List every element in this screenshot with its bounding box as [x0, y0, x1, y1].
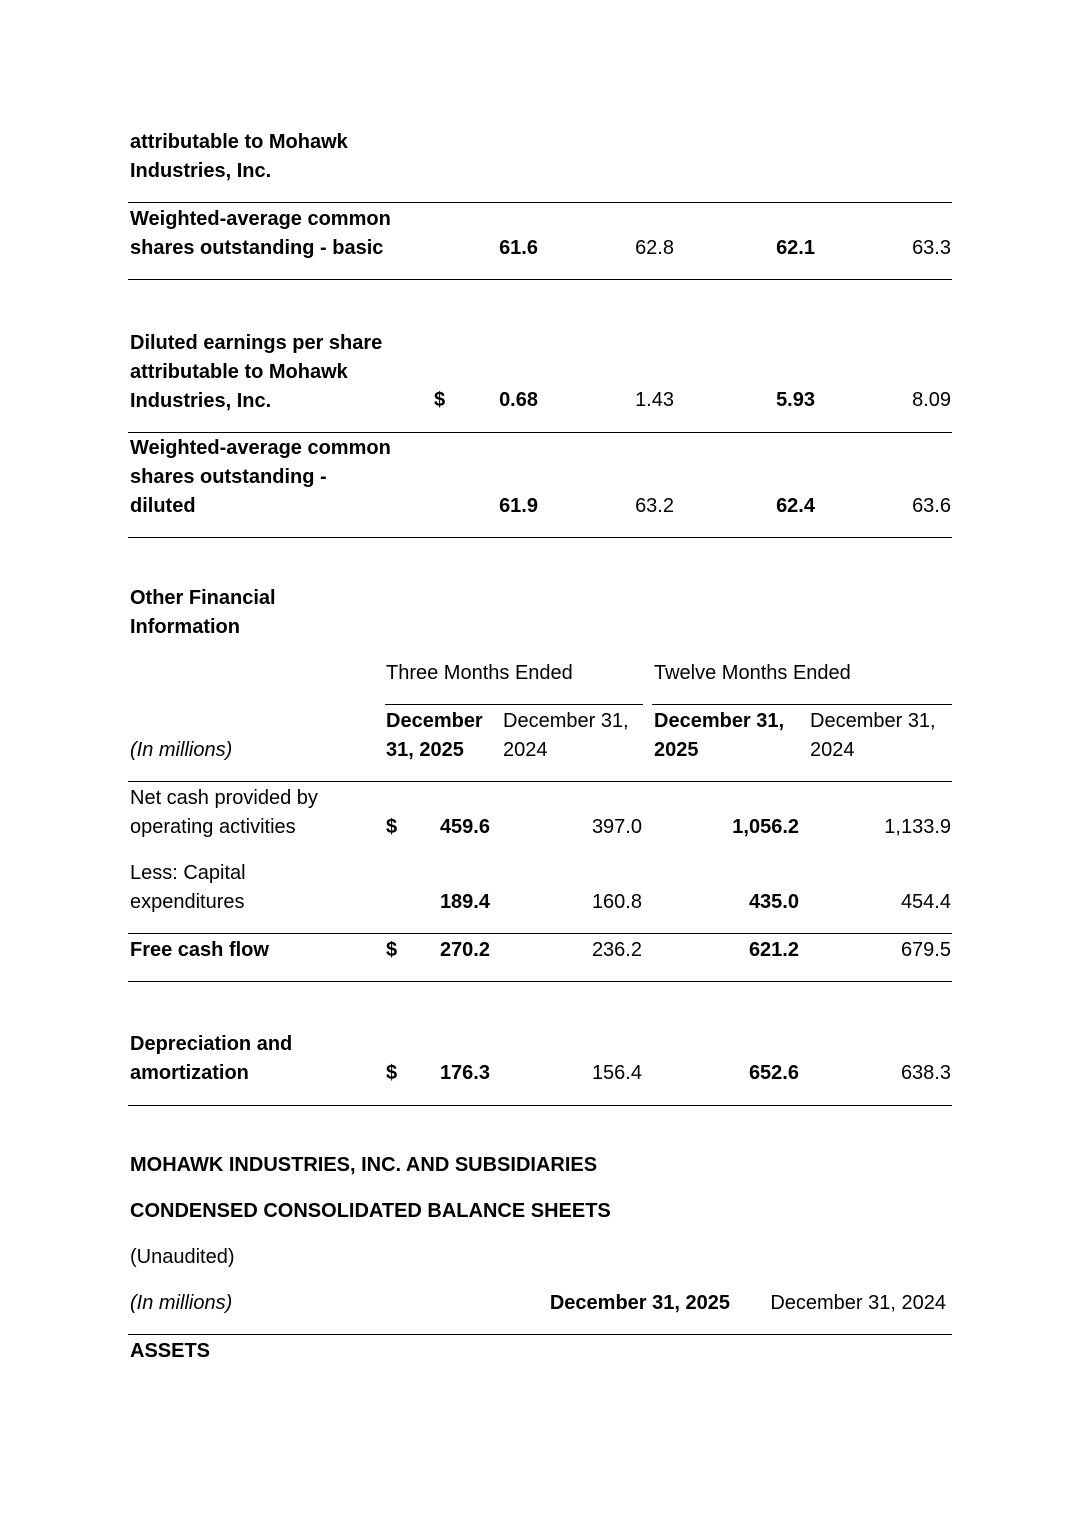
currency-symbol: $ [434, 389, 446, 411]
col-header-q4-2025: December 31, 2025 [386, 710, 483, 761]
divider [128, 781, 952, 782]
units-label: (In millions) [130, 1292, 233, 1314]
table-row-label: Depreciation and amortization [130, 1033, 293, 1084]
balance-sheet-title: CONDENSED CONSOLIDATED BALANCE SHEETS [130, 1200, 611, 1222]
diluted-shares-fy-2025: 62.4 [776, 495, 815, 517]
col-header-2024: December 31, 2024 [770, 1292, 946, 1314]
diluted-shares-q4-2025: 61.9 [499, 495, 538, 517]
depreciation-q4-2024: 156.4 [591, 1062, 642, 1084]
col-header-fy-2025: December 31, 2025 [654, 710, 785, 761]
divider [128, 279, 952, 280]
eps-top-label: attributable to Mohawk Industries, Inc. [130, 131, 348, 182]
diluted-shares-label: Weighted-average common shares outstanding - diluted [130, 437, 391, 517]
free-cash-flow-q4-2025: 270.2 [439, 939, 490, 961]
diluted-eps-label: Diluted earnings per share attributable to Mohawk Industries, Inc. [130, 332, 383, 412]
depreciation-q4-2025: 176.3 [439, 1062, 490, 1084]
company-name: MOHAWK INDUSTRIES, INC. AND SUBSIDIARIES [130, 1154, 598, 1176]
capex-fy-2024: 454.4 [900, 891, 951, 913]
diluted-eps-fy-2025: 5.93 [776, 389, 815, 411]
depreciation-fy-2024: 638.3 [900, 1062, 951, 1084]
divider [128, 1105, 952, 1106]
free-cash-flow-fy-2024: 679.5 [900, 939, 951, 961]
currency-symbol: $ [386, 1062, 398, 1084]
free-cash-flow-q4-2024: 236.2 [591, 939, 642, 961]
diluted-eps-q4-2025: 0.68 [499, 389, 538, 411]
divider [128, 981, 952, 982]
diluted-shares-q4-2024: 63.2 [635, 495, 674, 517]
currency-symbol: $ [386, 816, 398, 838]
operating-cash-q4-2024: 397.0 [591, 816, 642, 838]
capex-q4-2024: 160.8 [591, 891, 642, 913]
col-header-fy-2024: December 31, 2024 [810, 710, 936, 761]
table-row-label: Net cash provided by operating activities [130, 787, 318, 838]
col-header-q4-2024: December 31, 2024 [503, 710, 629, 761]
operating-cash-q4-2025: 459.6 [439, 816, 490, 838]
twelve-months-header: Twelve Months Ended [654, 662, 851, 684]
currency-symbol: $ [386, 939, 398, 961]
capex-q4-2025: 189.4 [439, 891, 490, 913]
diluted-eps-fy-2024: 8.09 [912, 389, 951, 411]
operating-cash-fy-2024: 1,133.9 [884, 816, 951, 838]
divider [128, 202, 952, 203]
diluted-eps-q4-2024: 1.43 [635, 389, 674, 411]
units-label: (In millions) [130, 739, 233, 761]
table-row-label: Free cash flow [130, 939, 269, 961]
three-months-header: Three Months Ended [386, 662, 573, 684]
divider [128, 432, 952, 433]
three-months-underline [385, 704, 643, 705]
capex-fy-2025: 435.0 [748, 891, 799, 913]
col-header-2025: December 31, 2025 [549, 1292, 730, 1314]
twelve-months-underline [652, 704, 952, 705]
free-cash-flow-fy-2025: 621.2 [748, 939, 799, 961]
assets-heading: ASSETS [130, 1340, 211, 1362]
other-financial-title: Other Financial Information [130, 587, 276, 638]
table-row-label: Less: Capital expenditures [130, 862, 246, 913]
depreciation-fy-2025: 652.6 [748, 1062, 799, 1084]
basic-shares-label: Weighted-average common shares outstanding - basic [130, 208, 391, 259]
diluted-shares-fy-2024: 63.6 [912, 495, 951, 517]
basic-shares-q4-2024: 62.8 [635, 237, 674, 259]
divider [128, 1334, 952, 1335]
unaudited-label: (Unaudited) [130, 1246, 235, 1268]
basic-shares-q4-2025: 61.6 [499, 237, 538, 259]
basic-shares-fy-2025: 62.1 [776, 237, 815, 259]
basic-shares-fy-2024: 63.3 [912, 237, 951, 259]
divider [128, 537, 952, 538]
operating-cash-fy-2025: 1,056.2 [732, 816, 799, 838]
divider [128, 933, 952, 934]
